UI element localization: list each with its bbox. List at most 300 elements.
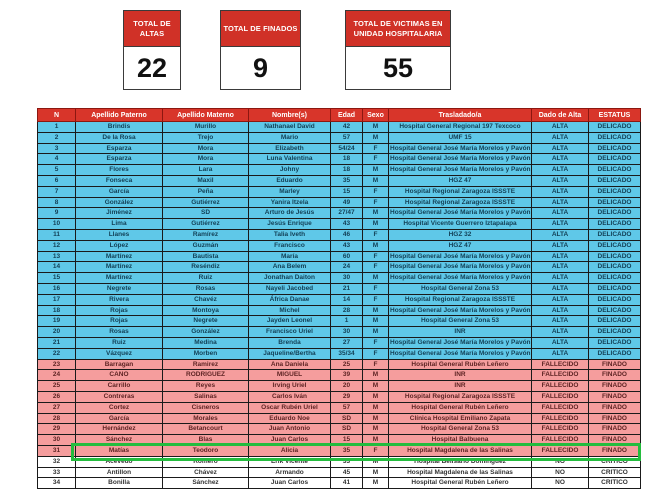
table-cell: 15 — [331, 435, 363, 446]
table-cell: UMF 15 — [389, 132, 532, 143]
table-row — [38, 219, 641, 230]
table-cell: Jiménez — [76, 208, 163, 219]
table-cell: González — [76, 197, 163, 208]
table-cell: Mario — [249, 132, 331, 143]
table-cell: Bonilla — [76, 478, 163, 489]
table-cell: F — [363, 359, 389, 370]
table-cell: M — [363, 175, 389, 186]
table-cell: 57 — [331, 132, 363, 143]
table-cell: Marley — [249, 186, 331, 197]
table-cell: F — [363, 348, 389, 359]
table-cell: ALTA — [532, 251, 589, 262]
table-cell: Lima — [76, 219, 163, 230]
table-cell: Matías — [76, 445, 163, 456]
table-cell: Martínez — [76, 273, 163, 284]
table-cell: Hospital General José María Morelos y Pavón — [389, 251, 532, 262]
table-cell: DELICADO — [589, 262, 641, 273]
table-cell: Chávez — [163, 467, 249, 478]
table-cell: 27 — [331, 337, 363, 348]
table-cell: Hospital Belisario Domínguez — [389, 456, 532, 467]
table-cell: De la Rosa — [76, 132, 163, 143]
table-cell: Luna Valentina — [249, 154, 331, 165]
table-cell: DELICADO — [589, 240, 641, 251]
table-row — [38, 316, 641, 327]
table-cell: M — [363, 305, 389, 316]
table-cell: Johny — [249, 165, 331, 176]
table-cell: F — [363, 229, 389, 240]
table-cell: Rojas — [76, 305, 163, 316]
victims-table — [37, 108, 641, 489]
table-cell: CRITICO — [589, 478, 641, 489]
table-cell: 21 — [38, 337, 76, 348]
table-cell: 5 — [38, 165, 76, 176]
table-cell: Ruiz — [76, 337, 163, 348]
table-cell: DELICADO — [589, 294, 641, 305]
table-cell: Ana Belem — [249, 262, 331, 273]
table-cell: DELICADO — [589, 283, 641, 294]
table-cell: 20 — [331, 381, 363, 392]
table-cell: Betancourt — [163, 424, 249, 435]
table-cell: Armando — [249, 467, 331, 478]
table-cell: ALTA — [532, 273, 589, 284]
table-cell: Elizabeth — [249, 143, 331, 154]
table-cell: 24 — [38, 370, 76, 381]
table-cell: 34 — [38, 478, 76, 489]
total-altas-value: 22 — [136, 52, 168, 83]
table-cell: Juan Antonio — [249, 424, 331, 435]
table-cell: Hospital General José María Morelos y Pavón — [389, 165, 532, 176]
table-cell: Nathanael David — [249, 122, 331, 133]
table-cell: Sánchez — [76, 435, 163, 446]
table-cell: Peña — [163, 186, 249, 197]
table-cell: Carlos Iván — [249, 391, 331, 402]
table-cell: 33 — [38, 467, 76, 478]
table-cell: 15 — [38, 273, 76, 284]
table-cell: Hospital Regional Zaragoza ISSSTE — [389, 294, 532, 305]
table-cell: NO — [532, 478, 589, 489]
table-cell: DELICADO — [589, 229, 641, 240]
table-cell: INR — [389, 381, 532, 392]
table-cell: 18 — [331, 154, 363, 165]
table-cell: 30 — [331, 273, 363, 284]
table-cell: MIGUEL — [249, 370, 331, 381]
table-cell: F — [363, 251, 389, 262]
table-cell: FINADO — [589, 445, 641, 456]
table-cell: DELICADO — [589, 197, 641, 208]
table-cell: DELICADO — [589, 337, 641, 348]
table-cell: F — [363, 283, 389, 294]
table-cell: 57 — [331, 402, 363, 413]
table-cell: Hospital General Zona 53 — [389, 283, 532, 294]
table-cell: SD — [331, 413, 363, 424]
table-cell: ALTA — [532, 186, 589, 197]
table-cell: M — [363, 402, 389, 413]
table-cell: CANO — [76, 370, 163, 381]
table-cell: ALTA — [532, 294, 589, 305]
table-row — [38, 435, 641, 446]
table-cell: Acevedo — [76, 456, 163, 467]
table-cell: DELICADO — [589, 273, 641, 284]
table-cell: M — [363, 219, 389, 230]
table-cell: ALTA — [532, 175, 589, 186]
table-cell: DELICADO — [589, 348, 641, 359]
table-cell: DELICADO — [589, 122, 641, 133]
table-cell: ALTA — [532, 283, 589, 294]
table-cell: M — [363, 391, 389, 402]
table-row — [38, 359, 641, 370]
table-cell: Rojas — [76, 316, 163, 327]
table-cell: ALTA — [532, 229, 589, 240]
table-cell: 46 — [331, 229, 363, 240]
table-cell: 7 — [38, 186, 76, 197]
table-body — [38, 122, 641, 489]
table-cell: DELICADO — [589, 154, 641, 165]
table-cell: DELICADO — [589, 219, 641, 230]
table-cell: 15 — [331, 186, 363, 197]
table-cell: Sánchez — [163, 478, 249, 489]
table-cell: 29 — [331, 391, 363, 402]
table-row — [38, 391, 641, 402]
table-row — [38, 154, 641, 165]
table-cell: Murillo — [163, 122, 249, 133]
table-row — [38, 402, 641, 413]
table-cell: F — [363, 197, 389, 208]
table-cell: Vázquez — [76, 348, 163, 359]
table-row — [38, 445, 641, 456]
table-cell: F — [363, 294, 389, 305]
table-row — [38, 143, 641, 154]
table-cell: Hospital General Rubén Leñero — [389, 478, 532, 489]
table-cell: Hospital Regional Zaragoza ISSSTE — [389, 186, 532, 197]
table-cell: M — [363, 316, 389, 327]
table-row — [38, 424, 641, 435]
total-victimas-box — [345, 10, 451, 90]
table-cell: M — [363, 208, 389, 219]
table-cell: ALTA — [532, 208, 589, 219]
table-cell: ALTA — [532, 348, 589, 359]
table-cell: 25 — [331, 359, 363, 370]
table-row — [38, 305, 641, 316]
table-cell: M — [363, 132, 389, 143]
table-cell: FALLECIDO — [532, 435, 589, 446]
table-cell: 30 — [331, 327, 363, 338]
table-cell: Ramirez — [163, 359, 249, 370]
table-cell: Ana Daniela — [249, 359, 331, 370]
header-sexo: Sexo — [363, 109, 389, 122]
table-cell: ALTA — [532, 132, 589, 143]
table-cell: 1 — [331, 316, 363, 327]
table-cell: ALTA — [532, 316, 589, 327]
table-cell: Carrillo — [76, 381, 163, 392]
table-cell: FALLECIDO — [532, 413, 589, 424]
table-cell: 16 — [38, 283, 76, 294]
table-cell: ALTA — [532, 240, 589, 251]
table-cell: ALTA — [532, 337, 589, 348]
table-cell: 35 — [331, 175, 363, 186]
header-dado-de-alta: Dado de Alta — [532, 109, 589, 122]
table-cell: M — [363, 165, 389, 176]
table-cell: Cortez — [76, 402, 163, 413]
table-row — [38, 251, 641, 262]
table-cell: 18 — [331, 165, 363, 176]
table-cell: DELICADO — [589, 186, 641, 197]
table-cell: Arturo de Jesús — [249, 208, 331, 219]
table-row — [38, 240, 641, 251]
table-cell: 54/24 — [331, 143, 363, 154]
total-finados-value: 9 — [252, 52, 269, 83]
table-row — [38, 175, 641, 186]
table-cell: Rivera — [76, 294, 163, 305]
table-cell: Fonseca — [76, 175, 163, 186]
table-cell: 33 — [331, 456, 363, 467]
table-cell: M — [363, 413, 389, 424]
table-cell: Negrete — [76, 283, 163, 294]
table-cell: Mora — [163, 143, 249, 154]
table-cell: Negrete — [163, 316, 249, 327]
table-cell: Juan Carlos — [249, 478, 331, 489]
table-cell: DELICADO — [589, 175, 641, 186]
table-cell: Francisco Uriel — [249, 327, 331, 338]
total-victimas-label: TOTAL DE VICTIMAS EN UNIDAD HOSPITALARIA — [346, 11, 450, 47]
table-cell: González — [163, 327, 249, 338]
table-cell: 4 — [38, 154, 76, 165]
table-cell: FALLECIDO — [532, 402, 589, 413]
table-cell: Hospital General José María Morelos y Pavón — [389, 337, 532, 348]
table-cell: 41 — [331, 478, 363, 489]
table-cell: Gutiérrez — [163, 219, 249, 230]
table-cell: M — [363, 435, 389, 446]
table-cell: 42 — [331, 122, 363, 133]
table-cell: ALTA — [532, 165, 589, 176]
table-cell: Hospital Regional Zaragoza ISSSTE — [389, 391, 532, 402]
table-cell: Morales — [163, 413, 249, 424]
table-cell: Morben — [163, 348, 249, 359]
header-estatus: ESTATUS — [589, 109, 641, 122]
table-cell: Hospital General José María Morelos y Pavón — [389, 208, 532, 219]
table-cell: M — [363, 424, 389, 435]
table-cell: 24 — [331, 262, 363, 273]
table-cell: DELICADO — [589, 208, 641, 219]
table-cell: ALTA — [532, 219, 589, 230]
table-cell: Hospital General José María Morelos y Pavón — [389, 262, 532, 273]
table-cell: Ruiz — [163, 273, 249, 284]
table-cell: Barragan — [76, 359, 163, 370]
table-cell: DELICADO — [589, 143, 641, 154]
table-row — [38, 294, 641, 305]
table-cell: 60 — [331, 251, 363, 262]
table-cell: M — [363, 327, 389, 338]
table-cell: FINADO — [589, 359, 641, 370]
table-row — [38, 456, 641, 467]
table-cell: 21 — [331, 283, 363, 294]
table-cell: 45 — [331, 467, 363, 478]
table-cell: 1 — [38, 122, 76, 133]
table-cell: F — [363, 445, 389, 456]
table-cell: Hospital Magdalena de las Salinas — [389, 467, 532, 478]
table-cell: RODRIGUEZ — [163, 370, 249, 381]
header-apellido-materno: Apellido Materno — [163, 109, 249, 122]
table-cell: 6 — [38, 175, 76, 186]
table-cell: María — [249, 251, 331, 262]
table-cell: DELICADO — [589, 165, 641, 176]
table-cell: Antillon — [76, 467, 163, 478]
table-cell: INR — [389, 370, 532, 381]
table-cell: FINADO — [589, 413, 641, 424]
table-cell: Clínica Hospital Emiliano Zapata — [389, 413, 532, 424]
table-cell: 49 — [331, 197, 363, 208]
table-cell: ALTA — [532, 122, 589, 133]
table-cell: Martínez — [76, 251, 163, 262]
table-cell: Medina — [163, 337, 249, 348]
table-row — [38, 348, 641, 359]
table-cell: 28 — [38, 413, 76, 424]
table-cell: NO — [532, 456, 589, 467]
table-cell: Brindis — [76, 122, 163, 133]
table-cell: DELICADO — [589, 316, 641, 327]
table-cell: M — [363, 467, 389, 478]
table-cell: Hospital General José María Morelos y Pavón — [389, 348, 532, 359]
table-cell: INR — [389, 327, 532, 338]
table-cell: M — [363, 456, 389, 467]
table-cell: Juan Carlos — [249, 435, 331, 446]
table-cell: Mora — [163, 154, 249, 165]
table-cell: SD — [163, 208, 249, 219]
table-row — [38, 186, 641, 197]
table-cell: NO — [532, 467, 589, 478]
table-row — [38, 273, 641, 284]
table-cell: Irving Uriel — [249, 381, 331, 392]
table-cell: Jaqueline/Bertha — [249, 348, 331, 359]
table-cell: 19 — [38, 316, 76, 327]
table-cell: 13 — [38, 251, 76, 262]
table-cell: M — [363, 478, 389, 489]
table-cell: Oscar Rubén Uriel — [249, 402, 331, 413]
table-row — [38, 478, 641, 489]
table-cell: Trejo — [163, 132, 249, 143]
table-cell: M — [363, 122, 389, 133]
total-finados-box — [220, 10, 301, 90]
table-cell: ALTA — [532, 154, 589, 165]
table-cell: M — [363, 240, 389, 251]
table-row — [38, 122, 641, 133]
table-cell: F — [363, 262, 389, 273]
table-cell: FALLECIDO — [532, 381, 589, 392]
table-cell: Reyes — [163, 381, 249, 392]
table-cell: DELICADO — [589, 327, 641, 338]
table-cell: Hospital General Zona 53 — [389, 424, 532, 435]
table-cell: FALLECIDO — [532, 391, 589, 402]
table-cell: 3 — [38, 143, 76, 154]
table-row — [38, 337, 641, 348]
table-cell: 14 — [331, 294, 363, 305]
table-cell: ALTA — [532, 143, 589, 154]
table-cell: ALTA — [532, 305, 589, 316]
table-cell: ALTA — [532, 197, 589, 208]
table-row — [38, 197, 641, 208]
table-cell: F — [363, 154, 389, 165]
table-cell: Hospital Balbuena — [389, 435, 532, 446]
table-row — [38, 229, 641, 240]
table-row — [38, 381, 641, 392]
table-cell: Hospital Regional Zaragoza ISSSTE — [389, 197, 532, 208]
table-cell: FALLECIDO — [532, 445, 589, 456]
table-cell: Reséndiz — [163, 262, 249, 273]
table-cell: 26 — [38, 391, 76, 402]
table-row — [38, 283, 641, 294]
total-altas-label: TOTAL DE ALTAS — [124, 11, 180, 47]
table-cell: FINADO — [589, 402, 641, 413]
table-cell: Brenda — [249, 337, 331, 348]
table-cell: FALLECIDO — [532, 424, 589, 435]
header-n: N — [38, 109, 76, 122]
table-cell: Hospital General José María Morelos y Pavón — [389, 273, 532, 284]
table-cell: Blas — [163, 435, 249, 446]
table-cell: 23 — [38, 359, 76, 370]
table-cell: 31 — [38, 445, 76, 456]
table-cell: Alicia — [249, 445, 331, 456]
table-cell: Ramírez — [163, 229, 249, 240]
table-cell: F — [363, 143, 389, 154]
table-cell: 27/47 — [331, 208, 363, 219]
table-cell: Flores — [76, 165, 163, 176]
table-cell: Eduardo — [249, 175, 331, 186]
table-cell: 35 — [331, 445, 363, 456]
table-row — [38, 370, 641, 381]
table-cell: Yanira Itzela — [249, 197, 331, 208]
table-cell: Hospital General Zona 53 — [389, 316, 532, 327]
header-edad: Edad — [331, 109, 363, 122]
table-cell: M — [363, 381, 389, 392]
table-cell: Talia Iveth — [249, 229, 331, 240]
table-cell: 28 — [331, 305, 363, 316]
table-cell: 27 — [38, 402, 76, 413]
table-cell: Hospital General Rubén Leñero — [389, 359, 532, 370]
table-cell: Hospital Magdalena de las Salinas — [389, 445, 532, 456]
table-cell: García — [76, 186, 163, 197]
table-cell: Hospital General José María Morelos y Pavón — [389, 305, 532, 316]
table-cell: Teodoro — [163, 445, 249, 456]
table-cell: 39 — [331, 370, 363, 381]
table-cell: Montoya — [163, 305, 249, 316]
table-cell: Jesús Enrique — [249, 219, 331, 230]
table-cell: 17 — [38, 294, 76, 305]
table-cell: Nayeli Jacobed — [249, 283, 331, 294]
table-row — [38, 467, 641, 478]
table-cell: F — [363, 186, 389, 197]
table-cell: Lara — [163, 165, 249, 176]
table-cell: FINADO — [589, 424, 641, 435]
table-row — [38, 165, 641, 176]
table-cell: Hospital General José María Morelos y Pavón — [389, 143, 532, 154]
table-cell: Hospital Vicente Guerrero Iztapalapa — [389, 219, 532, 230]
header-apellido-paterno: Apellido Paterno — [76, 109, 163, 122]
table-cell: Salinas — [163, 391, 249, 402]
table-cell: 2 — [38, 132, 76, 143]
table-cell: Martínez — [76, 262, 163, 273]
table-cell: FINADO — [589, 370, 641, 381]
table-cell: 9 — [38, 208, 76, 219]
table-cell: HGZ 47 — [389, 175, 532, 186]
table-row — [38, 413, 641, 424]
table-cell: M — [363, 370, 389, 381]
table-cell: África Danae — [249, 294, 331, 305]
table-cell: FINADO — [589, 381, 641, 392]
table-cell: Jayden Leonel — [249, 316, 331, 327]
table-cell: FALLECIDO — [532, 359, 589, 370]
table-cell: Esparza — [76, 143, 163, 154]
table-cell: 8 — [38, 197, 76, 208]
header-nombres: Nombre(s) — [249, 109, 331, 122]
